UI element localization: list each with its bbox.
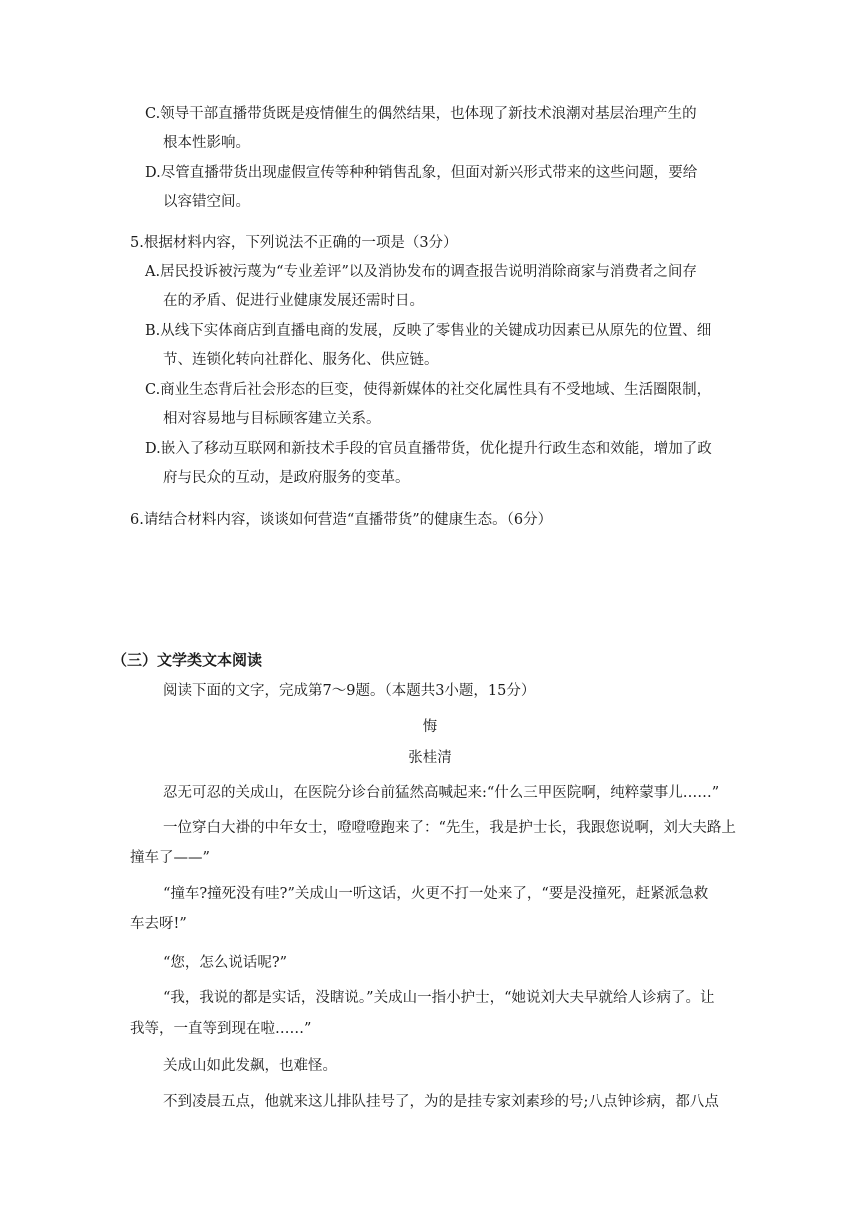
question-5-stem: 5.根据材料内容，下列说法不正确的一项是（3分） (130, 235, 458, 251)
story-paragraph-5-line1: “我，我说的都是实话，没瞎说。”关成山一指小护士，“她说刘大夫早就给人诊病了。让 (163, 990, 715, 1006)
q4-option-c-line2: 根本性影响。 (163, 135, 250, 151)
question-6-stem: 6.请结合材料内容，谈谈如何营造“直播带货”的健康生态。（6分） (130, 512, 553, 528)
q5-option-d-line1: D.嵌入了移动互联网和新技术手段的官员直播带货，优化提升行政生态和效能，增加了政 (145, 441, 712, 457)
q5-option-c-line2: 相对容易地与目标顾客建立关系。 (163, 411, 381, 427)
story-title: 悔 (422, 719, 438, 735)
story-paragraph-2-line2: 撞车了——” (130, 850, 210, 866)
story-paragraph-7: 不到凌晨五点，他就来这儿排队挂号了，为的是挂专家刘素珍的号;八点钟诊病，都八点 (163, 1094, 719, 1110)
q4-option-d-line1: D.尽管直播带货出现虚假宣传等种种销售乱象，但面对新兴形式带来的这些问题，要给 (145, 165, 698, 181)
q5-option-a-line1: A.居民投诉被污蔑为“专业差评”以及消协发布的调查报告说明消除商家与消费者之间存 (145, 264, 697, 280)
story-author: 张桂清 (408, 750, 452, 766)
q5-option-b-line2: 节、连锁化转向社群化、服务化、供应链。 (163, 352, 439, 368)
story-paragraph-6: 关成山如此发飙，也难怪。 (163, 1058, 337, 1074)
story-paragraph-3-line2: 车去呀!” (130, 916, 187, 932)
q4-option-d-line2: 以容错空间。 (163, 194, 250, 210)
q5-option-b-line1: B.从线下实体商店到直播电商的发展，反映了零售业的关键成功因素已从原先的位置、细 (145, 323, 712, 339)
story-paragraph-4: “您，怎么说话呢?” (163, 955, 288, 971)
story-paragraph-1: 忍无可忍的关成山，在医院分诊台前猛然高喊起来:“什么三甲医院啊，纯粹蒙事儿……” (163, 785, 720, 801)
q5-option-d-line2: 府与民众的互动，是政府服务的变革。 (163, 470, 410, 486)
q5-option-a-line2: 在的矛盾、促进行业健康发展还需时日。 (163, 293, 424, 309)
story-paragraph-3-line1: “撞车?撞死没有哇?”关成山一听这话，火更不打一处来了，“要是没撞死，赶紧派急救 (163, 886, 709, 902)
section-heading: （三）文学类文本阅读 (112, 651, 263, 669)
story-paragraph-5-line2: 我等，一直等到现在啦……” (130, 1021, 312, 1037)
story-paragraph-2-line1: 一位穿白大褂的中年女士，噔噔噔跑来了：“先生，我是护士长，我跟您说啊，刘大夫路上 (163, 820, 736, 836)
reading-instruction: 阅读下面的文字，完成第7～9题。（本题共3小题，15分） (163, 683, 536, 699)
q5-option-c-line1: C.商业生态背后社会形态的巨变，使得新媒体的社交化属性具有不受地域、生活圈限制， (145, 382, 712, 398)
q4-option-c-line1: C.领导干部直播带货既是疫情催生的偶然结果，也体现了新技术浪潮对基层治理产生的 (145, 106, 697, 122)
